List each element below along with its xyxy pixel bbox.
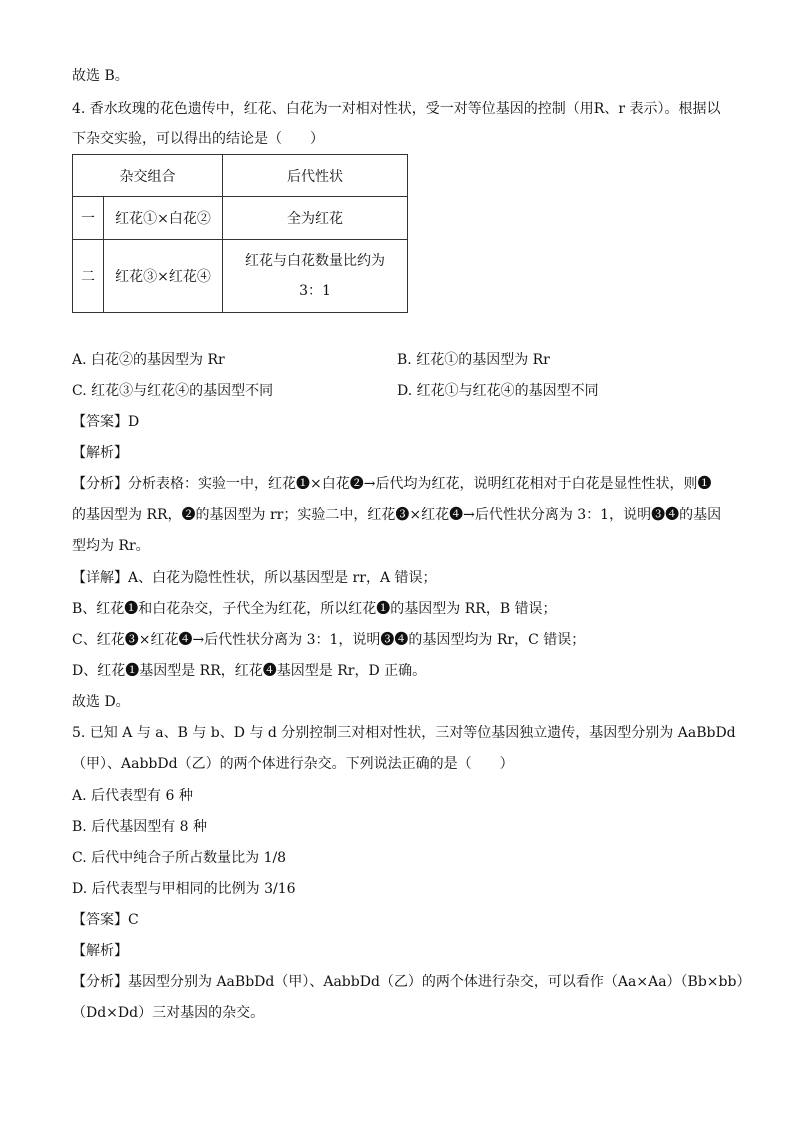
row-result: 全为红花	[223, 197, 408, 240]
q4-detail-line1: 【详解】A、白花为隐性性状，所以基因型是 rr，A 错误；	[72, 570, 437, 586]
q5-answer: 【答案】C	[72, 912, 139, 928]
q4-stem-line2: 下杂交实验，可以得出的结论是（ ）	[72, 131, 324, 147]
row-id: 一	[73, 197, 104, 240]
q4-detail-line3: C、红花❸×红花❹→后代性状分离为 3：1，说明❸❹的基因型均为 Rr，C 错误；	[72, 632, 586, 648]
table-row	[73, 197, 408, 240]
q4-option-c: C. 红花③与红花④的基因型不同	[72, 383, 274, 399]
q5-stem-line2: （甲）、AabbDd（乙）的两个体进行杂交。下列说法正确的是（ ）	[72, 756, 514, 772]
q4-option-d: D. 红花①与红花④的基因型不同	[397, 383, 599, 399]
row-result-line1: 红花与白花数量比约为	[245, 253, 385, 269]
q4-fenxi-line1: 【分析】分析表格：实验一中，红花❶×白花❷→后代均为红花，说明红花相对于白花是显性性状，则❶	[72, 476, 712, 492]
row-cross: 红花③×红花④	[104, 240, 223, 313]
row-cross: 红花①×白花②	[104, 197, 223, 240]
q4-fenxi-line2: 的基因型为 RR，❷的基因型为 rr；实验二中，红花❸×红花❹→后代性状分离为 3：1，说明❸❹的基因	[72, 507, 722, 523]
q4-stem-line1: 4. 香水玫瑰的花色遗传中，红花、白花为一对相对性状，受一对等位基因的控制（用R、r 表示）。根据以	[72, 101, 721, 117]
q4-analysis-title: 【解析】	[72, 445, 128, 461]
q5-option-b: B. 后代基因型有 8 种	[72, 819, 207, 835]
q5-option-c: C. 后代中纯合子所占数量比为 1/8	[72, 850, 287, 866]
table-header-result: 后代性状	[223, 155, 408, 197]
q5-analysis-title: 【解析】	[72, 943, 128, 959]
q4-detail-line4: D、红花❶基因型是 RR，红花❹基因型是 Rr，D 正确。	[72, 663, 427, 679]
q4-option-a: A. 白花②的基因型为 Rr	[72, 352, 225, 368]
q4-option-b: B. 红花①的基因型为 Rr	[397, 352, 550, 368]
prev-final-choice: 故选 B。	[72, 68, 129, 84]
q5-fenxi-line1: 【分析】基因型分别为 AaBbDd（甲）、AabbDd（乙）的两个体进行杂交，可以看作（Aa×Aa）（Bb×bb）	[72, 974, 751, 990]
q4-detail-line2: B、红花❶和白花杂交，子代全为红花，所以红花❶的基因型为 RR，B 错误；	[72, 601, 557, 617]
row-result-cell	[223, 240, 408, 313]
q5-option-a: A. 后代表型有 6 种	[72, 788, 193, 804]
row-id: 二	[73, 240, 104, 313]
q5-option-d: D. 后代表型与甲相同的比例为 3/16	[72, 881, 296, 897]
q5-fenxi-line2: （Dd×Dd）三对基因的杂交。	[72, 1005, 265, 1021]
row-result-line2: 3：1	[299, 283, 331, 299]
q5-stem-line1: 5. 已知 A 与 a、B 与 b、D 与 d 分别控制三对相对性状，三对等位基因独立遗传，基因型分别为 AaBbDd	[72, 725, 736, 741]
q4-final-choice: 故选 D。	[72, 694, 130, 710]
table-row	[73, 240, 408, 313]
q4-answer: 【答案】D	[72, 414, 140, 430]
q4-fenxi-line3: 型均为 Rr。	[72, 538, 150, 554]
cross-table	[72, 154, 408, 313]
table-header-cross: 杂交组合	[73, 155, 223, 197]
